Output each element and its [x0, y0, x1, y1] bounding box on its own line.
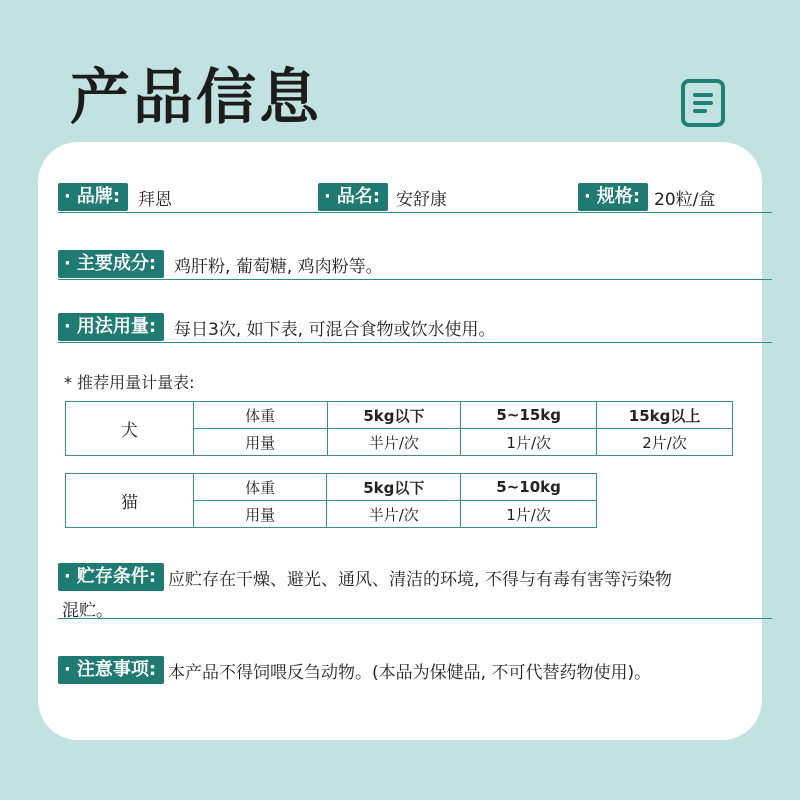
product-name-tag: · 品名: — [318, 183, 388, 211]
dog-dosage-table — [65, 401, 733, 456]
table-row — [66, 474, 597, 501]
brand-value: 拜恩 — [138, 189, 173, 210]
brand-tag: · 品牌: — [58, 183, 128, 211]
storage-value-cont: 混贮。 — [62, 601, 113, 621]
document-icon — [681, 79, 725, 127]
usage-row — [58, 313, 772, 343]
dosage-note: * 推荐用量计量表: — [64, 373, 195, 392]
usage-tag: · 用法用量: — [58, 313, 164, 341]
animal-cell: 猫 — [66, 474, 194, 528]
table-cell: 用量 — [193, 501, 327, 528]
table-cell: 5~10kg — [461, 474, 597, 501]
ingredients-tag: · 主要成分: — [58, 250, 164, 278]
table-cell: 用量 — [193, 429, 327, 456]
ingredients-row — [58, 250, 772, 280]
table-row — [66, 402, 733, 429]
table-cell: 1片/次 — [461, 501, 597, 528]
table-cell: 5~15kg — [461, 402, 597, 429]
notice-value: 本产品不得饲喂反刍动物。(本品为保健品, 不可代替药物使用)。 — [168, 662, 652, 683]
usage-value: 每日3次, 如下表, 可混合食物或饮水使用。 — [174, 319, 496, 340]
table-cell: 2片/次 — [597, 429, 733, 456]
basic-info-row — [58, 183, 772, 213]
cat-dosage-table — [65, 473, 597, 528]
spec-tag: · 规格: — [578, 183, 648, 211]
table-cell: 15kg以上 — [597, 402, 733, 429]
table-cell: 半片/次 — [327, 501, 461, 528]
table-cell: 体重 — [193, 402, 327, 429]
product-name-field — [318, 183, 447, 211]
brand-field — [58, 183, 172, 211]
storage-tag: · 贮存条件: — [58, 563, 164, 591]
table-cell: 5kg以下 — [327, 402, 461, 429]
ingredients-value: 鸡肝粉, 葡萄糖, 鸡肉粉等。 — [174, 256, 383, 277]
product-name-value: 安舒康 — [396, 189, 448, 210]
table-cell: 半片/次 — [327, 429, 461, 456]
table-cell: 体重 — [193, 474, 327, 501]
table-cell: 5kg以下 — [327, 474, 461, 501]
table-cell: 1片/次 — [461, 429, 597, 456]
spec-field — [578, 183, 715, 211]
notice-row — [58, 656, 772, 686]
notice-tag: · 注意事项: — [58, 656, 164, 684]
page-title: 产品信息 — [70, 63, 322, 133]
animal-cell: 犬 — [66, 402, 194, 456]
storage-row — [58, 563, 772, 619]
storage-value: 应贮存在干燥、避光、通风、清洁的环境, 不得与有毒有害等污染物 — [168, 569, 672, 590]
spec-value: 20粒/盒 — [654, 189, 716, 210]
